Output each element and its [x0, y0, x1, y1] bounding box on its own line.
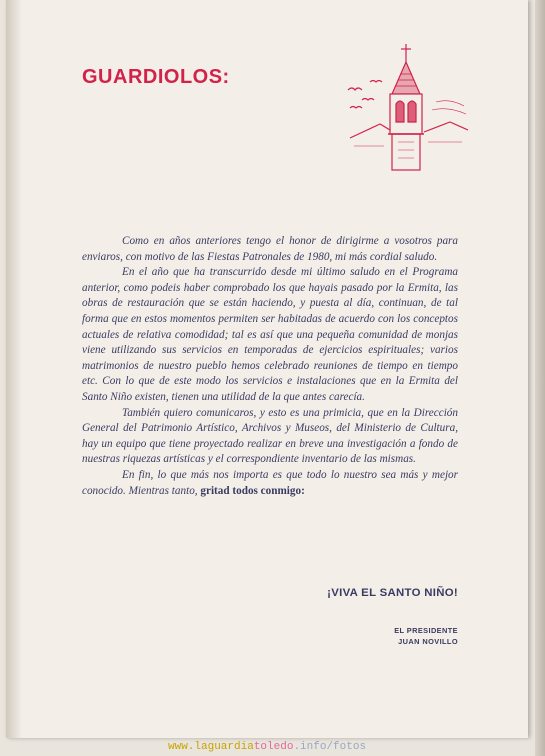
bold-exhortation: gritad todos conmigo: [200, 484, 305, 497]
paragraph: También quiero comunicaros, y esto es una primicia, que en la Dirección General del Patrimonio Artístico, Archivos y Museos, del Ministerio de Cultura, hay un equipo que tiene proyectado realizar en breve una investigación a fondo de nuestras riquezas artísticas y el correspondiente inventario de las mismas. [82, 406, 458, 466]
signature-name: JUAN NOVILLO [398, 637, 458, 646]
watermark-part: www.laguardia [168, 741, 254, 753]
page-edge [535, 0, 545, 756]
letter-body [82, 234, 458, 499]
signature-title: EL PRESIDENTE [394, 626, 458, 635]
paragraph: En el año que ha transcurrido desde mi último saludo en el Programa anterior, como podeis haber comprobado los que hayais pasado por la Ermita, las obras de restauración que se están haciendo, y puesta al día, continuan, de tal forma que en estos momentos permiten ser habitadas de acuerdo con los conceptos actuales de relativa comodidad; tal es así que una pequeña comunidad de monjas viene utilizando sus servicios en temporadas de ejercicios espirituales; varios matrimonios de nuestro pueblo hemos celebrado reuniones de tiempo en tiempo etc. Con lo que de este modo los servicios e instalaciones que en la Ermita del Santo Niño existen, tienen una utilidad de la que antes carecía. [82, 266, 458, 403]
watermark-part: .info/fotos [293, 741, 367, 753]
closing-exclamation: ¡VIVA EL SANTO NIÑO! [327, 587, 458, 599]
watermark-part: toledo [253, 741, 294, 753]
watermark-url [168, 741, 366, 753]
paragraph [82, 468, 458, 499]
page-spine-shadow [6, 0, 22, 738]
paragraph: Como en años anteriores tengo el honor de dirigirme a vosotros para enviaros, con motivo de las Fiestas Patronales de 1980, mi más cordial saludo. [82, 235, 458, 263]
page-title: GUARDIOLOS: [82, 66, 230, 88]
paragraph-text: En fin, lo que más nos importa es que todo lo nuestro sea más y mejor conocido. Mientras tanto, [82, 468, 458, 497]
signature-block [394, 625, 458, 647]
bell-tower-illustration [340, 42, 470, 178]
